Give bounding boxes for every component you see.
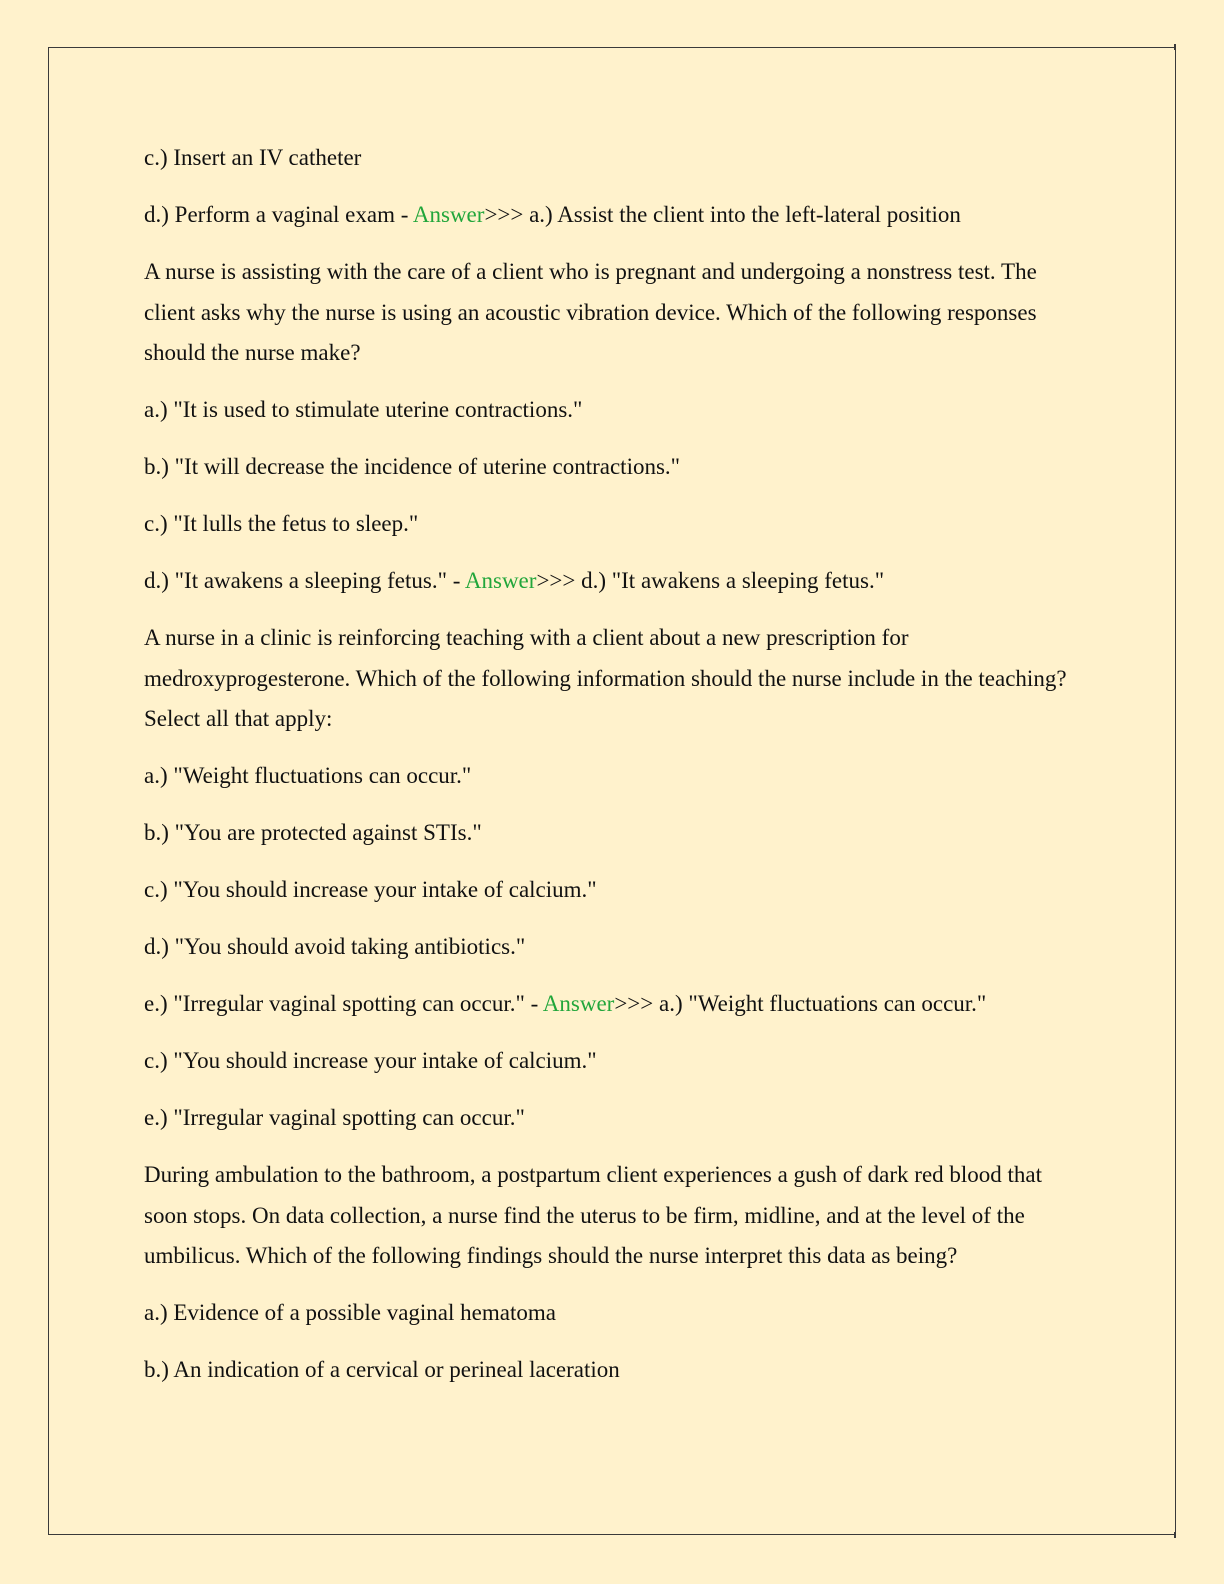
document-body xyxy=(144,138,1084,1407)
question-text: A nurse is assisting with the care of a client who is pregnant and undergoing a nonstress test. The client asks why the nurse is using an acoustic vibration device. Which of the following responses should the nurse make? xyxy=(144,259,1037,365)
answer-line-value: >>> d.) "It awakens a sleeping fetus." xyxy=(536,568,885,593)
answer-label: Answer xyxy=(542,991,615,1016)
option-line: c.) Insert an IV catheter xyxy=(144,145,362,170)
option-line: b.) "You are protected against STIs." xyxy=(144,820,482,845)
answer-label: Answer xyxy=(412,202,485,227)
answer-continuation-line: c.) "You should increase your intake of calcium." xyxy=(144,1048,597,1073)
answer-line-prefix: d.) Perform a vaginal exam - xyxy=(144,202,413,227)
answer-label: Answer xyxy=(464,568,537,593)
answer-line xyxy=(144,195,1084,236)
option-line: c.) "It lulls the fetus to sleep." xyxy=(144,511,419,536)
answer-line xyxy=(144,561,1084,602)
option-line: a.) "Weight fluctuations can occur." xyxy=(144,763,472,788)
answer-line-prefix: d.) "It awakens a sleeping fetus." - xyxy=(144,568,465,593)
answer-line-value: >>> a.) "Weight fluctuations can occur." xyxy=(614,991,987,1016)
option-line: b.) "It will decrease the incidence of uterine contractions." xyxy=(144,454,681,479)
option-line: d.) "You should avoid taking antibiotics." xyxy=(144,934,526,959)
answer-line xyxy=(144,984,1084,1025)
answer-line-prefix: e.) "Irregular vaginal spotting can occur." - xyxy=(144,991,543,1016)
option-line: a.) "It is used to stimulate uterine contractions." xyxy=(144,397,583,422)
page-border-corner-top xyxy=(1174,44,1176,50)
option-line: a.) Evidence of a possible vaginal hematoma xyxy=(144,1300,556,1325)
answer-line-value: >>> a.) Assist the client into the left-lateral position xyxy=(484,202,961,227)
question-text: During ambulation to the bathroom, a postpartum client experiences a gush of dark red blood that soon stops. On data collection, a nurse find the uterus to be firm, midline, and at the level of the umbilicus. Which of the following findings should the nurse interpret this data as being? xyxy=(144,1162,1043,1268)
option-line: c.) "You should increase your intake of calcium." xyxy=(144,877,597,902)
option-line: b.) An indication of a cervical or perineal laceration xyxy=(144,1357,620,1382)
page-border-corner-bottom xyxy=(1174,1532,1176,1538)
question-text: A nurse in a clinic is reinforcing teaching with a client about a new prescription for medroxyprogesterone. Which of the following information should the nurse include in the teaching? Select all that apply: xyxy=(144,625,1067,731)
answer-continuation-line: e.) "Irregular vaginal spotting can occur." xyxy=(144,1105,525,1130)
